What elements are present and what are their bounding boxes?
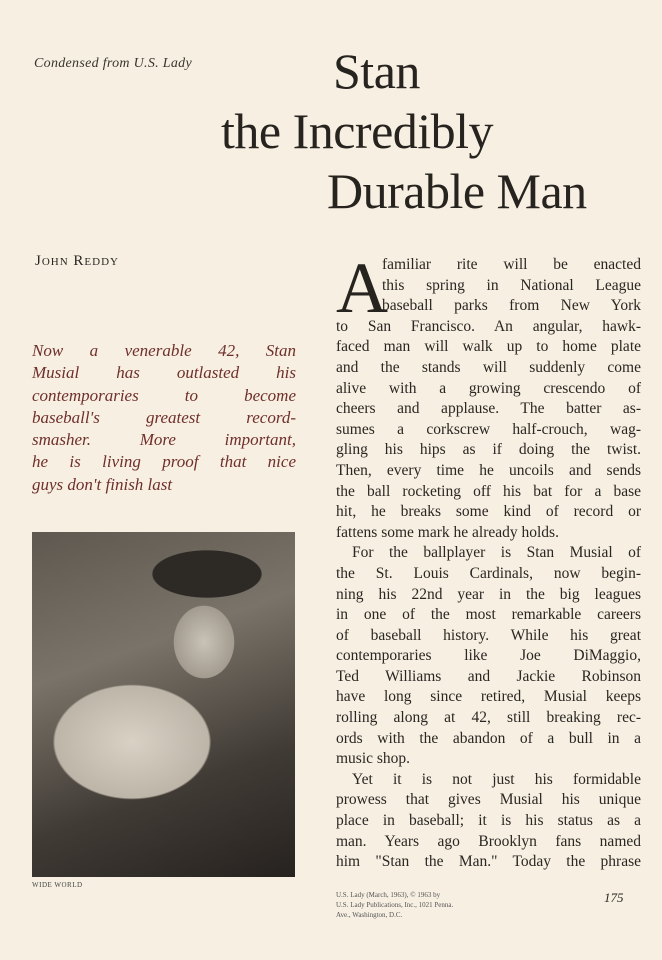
deck-line: contemporaries to become — [32, 385, 296, 405]
body-line: ning his 22nd year in the big leagues — [336, 585, 641, 603]
body-line: baseball parks from New York — [382, 297, 641, 315]
deck-line: Now a venerable 42, Stan — [32, 341, 296, 360]
footnote — [336, 890, 453, 920]
source-line: Condensed from U.S. Lady — [34, 56, 192, 71]
deck-line: smasher. More important, — [32, 430, 296, 450]
body-line: the ball rocketing off his bat for a base — [336, 482, 641, 500]
drop-cap: A — [336, 248, 388, 328]
body-line: place in baseball; it is his status as a — [336, 812, 641, 830]
body-line: ords with the abandon of a bull in a — [336, 729, 641, 747]
deck-line: guys don't finish last — [32, 474, 173, 494]
body-line: in one of the most remarkable careers — [336, 606, 641, 624]
article-deck — [32, 340, 296, 496]
body-line: fattens some mark he already holds. — [336, 523, 559, 541]
body-line: of baseball history. While his great — [336, 626, 641, 644]
byline: John Reddy — [35, 253, 119, 269]
body-line: the St. Louis Cardinals, now begin- — [336, 564, 641, 582]
body-line: sumes a corkscrew half-crouch, wag- — [336, 420, 641, 438]
body-line: music shop. — [336, 750, 411, 768]
body-line: and the stands will suddenly come — [336, 358, 641, 376]
body-line: Yet it is not just his formidable — [352, 770, 641, 788]
body-line: prowess that gives Musial his unique — [336, 791, 641, 809]
body-line: For the ballplayer is Stan Musial of — [352, 544, 641, 562]
footnote-line: Ave., Washington, D.C. — [336, 911, 403, 919]
body-line: to San Francisco. An angular, hawk- — [336, 317, 641, 335]
body-line: have long since retired, Musial keeps — [336, 688, 641, 706]
title-line-3: Durable Man — [327, 163, 587, 219]
body-line: this spring in National League — [382, 276, 641, 294]
deck-line: he is living proof that nice — [32, 452, 296, 472]
title-line-1: Stan — [333, 43, 420, 99]
article-body — [336, 255, 641, 873]
body-line: gling his hips as if doing the twist. — [336, 441, 641, 459]
page-number: 175 — [604, 890, 624, 905]
body-line: faced man will walk up to home plate — [336, 338, 641, 356]
footnote-line: U.S. Lady Publications, Inc., 1021 Penna. — [336, 901, 454, 909]
deck-line: baseball's greatest record- — [32, 407, 296, 427]
photo-credit: WIDE WORLD — [32, 881, 83, 889]
deck-line: Musial has outlasted his — [32, 363, 296, 383]
photo-stan-musial — [32, 532, 295, 877]
body-line: man. Years ago Brooklyn fans named — [336, 832, 641, 850]
body-line: rolling along at 42, still breaking rec- — [336, 709, 641, 727]
body-line: cheers and applause. The batter as- — [336, 400, 641, 418]
body-line: familiar rite will be enacted — [382, 256, 641, 273]
body-line: alive with a growing crescendo of — [336, 379, 641, 397]
body-line: Then, every time he uncoils and sends — [336, 461, 641, 479]
body-line: him "Stan the Man." Today the phrase — [336, 853, 641, 871]
body-line: Ted Williams and Jackie Robinson — [336, 667, 641, 685]
title-line-2: the Incredibly — [221, 103, 494, 159]
body-line: contemporaries like Joe DiMaggio, — [336, 647, 641, 665]
body-line: hit, he breaks some kind of record or — [336, 503, 641, 521]
footnote-line: U.S. Lady (March, 1963), © 1963 by — [336, 891, 441, 899]
